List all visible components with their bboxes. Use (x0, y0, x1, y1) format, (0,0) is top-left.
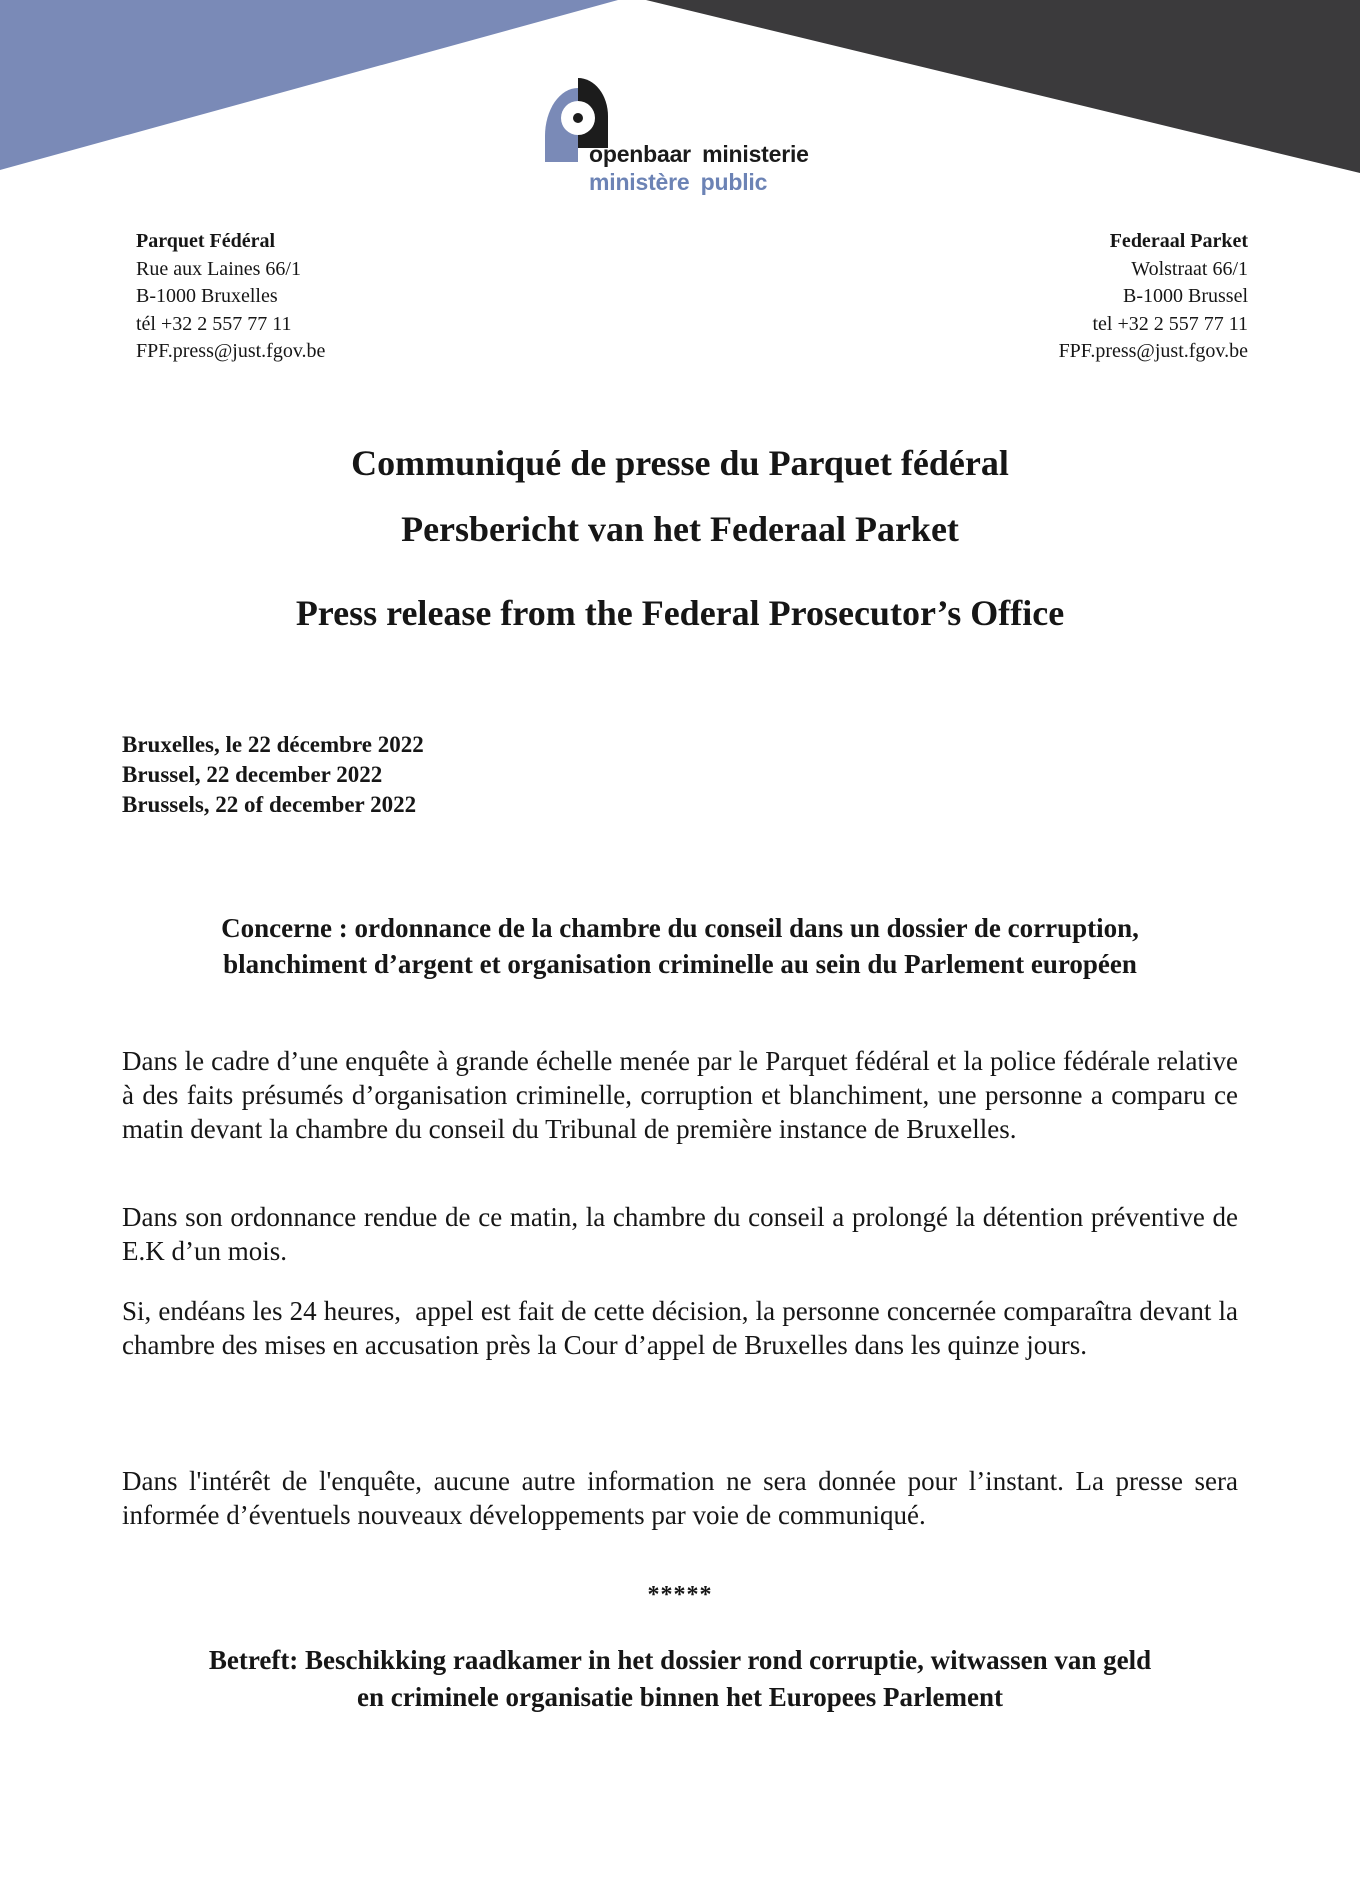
address-fr-city: B-1000 Bruxelles (136, 285, 278, 307)
subject-fr-line1: Concerne : ordonnance de la chambre du conseil dans un dossier de corruption, (221, 913, 1139, 943)
body-paragraph-2: Dans son ordonnance rendue de ce matin, la chambre du conseil a prolongé la détention préventive de E.K d’un mois. (122, 1202, 1238, 1266)
dateline-fr: Bruxelles, le 22 décembre 2022 (122, 732, 424, 757)
body-paragraph-1: Dans le cadre d’une enquête à grande échelle menée par le Parquet fédéral et la police fédérale relative à des faits présumés d’organisation criminelle, corruption et blanchiment, une personne a comparu ce matin devant la chambre du conseil du Tribunal de première instance de Bruxelles. (122, 1046, 1238, 1144)
address-fr-street: Rue aux Laines 66/1 (136, 257, 301, 280)
title-nl: Persbericht van het Federaal Parket (401, 509, 959, 549)
address-nl-name: Federaal Parket (1109, 230, 1248, 252)
address-nl-email: FPF.press@just.fgov.be (1058, 340, 1248, 362)
document-titles (0, 442, 1360, 634)
dateline-nl: Brussel, 22 december 2022 (122, 762, 383, 787)
subject-nl-line1: Betreft: Beschikking raadkamer in het dossier rond corruptie, witwassen van geld (208, 1645, 1152, 1675)
stars-separator: ***** (647, 1582, 713, 1608)
body-paragraph-3: Si, endéans les 24 heures, appel est fait de cette décision, la personne concernée comparaîtra devant la chambre des mises en accusation près la Cour d’appel de Bruxelles dans les quinze jours. (122, 1296, 1238, 1360)
logo-eye-circle (561, 101, 595, 135)
letterhead-addresses (0, 228, 1360, 366)
logo-wordmark-nl: openbaar ministerie (589, 141, 809, 167)
address-nl-street: Wolstraat 66/1 (1131, 257, 1248, 280)
title-fr: Communiqué de presse du Parquet fédéral (351, 443, 1009, 483)
dateline-en: Brussels, 22 of december 2022 (122, 792, 417, 817)
address-fr-email: FPF.press@just.fgov.be (136, 340, 326, 362)
address-block-fr (136, 228, 325, 366)
address-nl-phone: tel +32 2 557 77 11 (1092, 312, 1248, 335)
subject-fr-line2: blanchiment d’argent et organisation criminelle au sein du Parlement européen (223, 949, 1137, 979)
subject-fr (110, 910, 1250, 982)
dateline (122, 730, 424, 820)
address-fr-name: Parquet Fédéral (136, 230, 276, 252)
subject-nl (110, 1642, 1250, 1716)
header-blue-triangle (0, 0, 618, 170)
title-en: Press release from the Federal Prosecutor’s Office (295, 593, 1065, 633)
subject-nl-line2: en criminele organisatie binnen het Europees Parlement (357, 1682, 1003, 1712)
logo-wordmark (589, 140, 809, 196)
address-fr-phone: tél +32 2 557 77 11 (136, 312, 292, 335)
address-nl-city: B-1000 Brussel (1123, 285, 1248, 307)
address-block-nl (1059, 228, 1248, 366)
logo-wordmark-fr: ministère public (589, 169, 768, 195)
body-paragraph-4: Dans l'intérêt de l'enquête, aucune autre information ne sera donnée pour l’instant. La presse sera informée d’éventuels nouveaux développements par voie de communiqué. (122, 1466, 1238, 1530)
logo-eye-dot (573, 113, 583, 123)
